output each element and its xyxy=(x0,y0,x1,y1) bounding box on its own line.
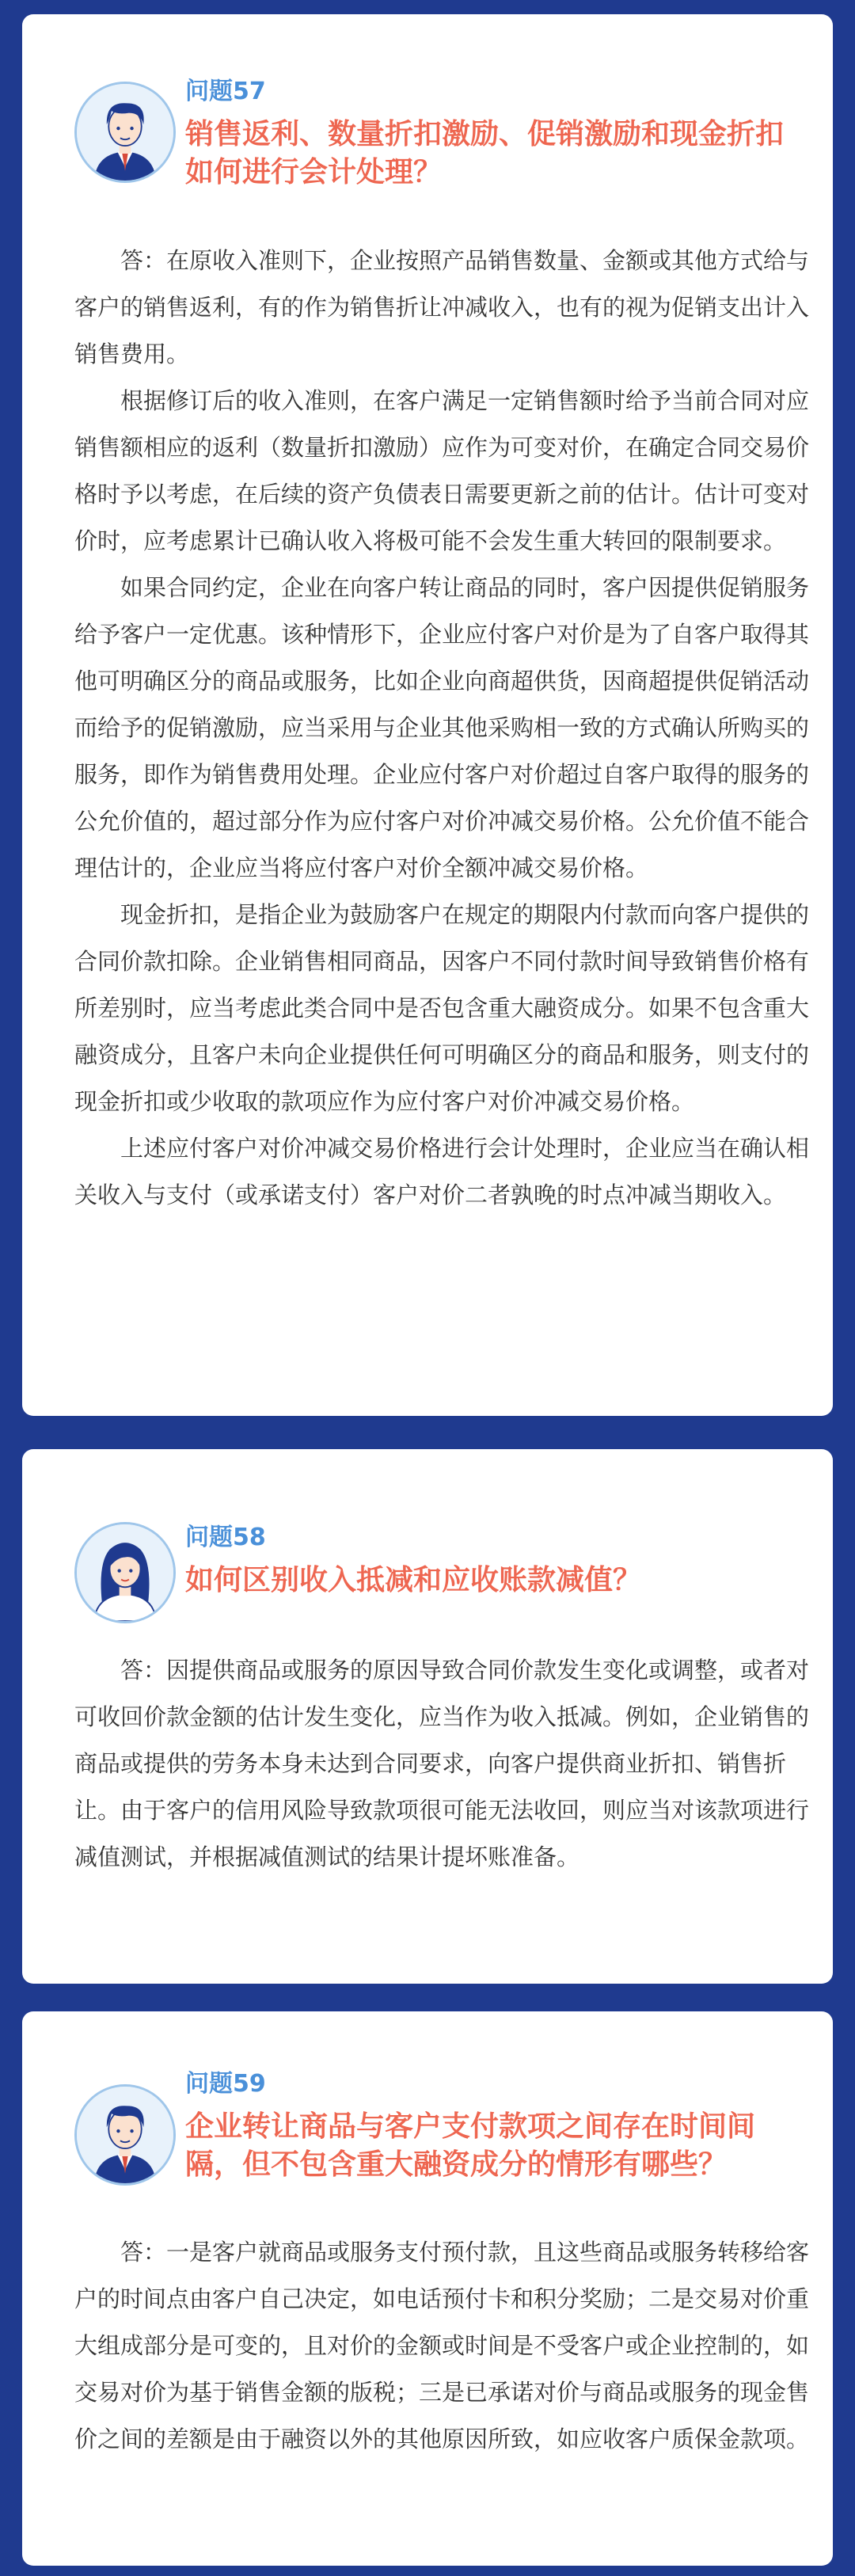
answer-paragraph: 答：一是客户就商品或服务支付预付款，且这些商品或服务转移给客户的时间点由客户自己决定，如电话预付卡和积分奖励；二是交易对价重大组成部分是可变的，且对价的金额或时间是不受客户或企业控制的，如交易对价为基于销售金额的版税；三是已承诺对价与商品或服务的现金售价之间的差额是由于融资以外的其他原因所致，如应收客户质保金款项。 xyxy=(74,2239,810,2452)
qa-card-59 xyxy=(22,2011,833,2566)
male-avatar-icon xyxy=(74,82,176,183)
answer-paragraph: 答：在原收入准则下，企业按照产品销售数量、金额或其他方式给与客户的销售返利，有的作为销售折让冲减收入，也有的视为促销支出计入销售费用。 xyxy=(74,247,810,367)
answer-body xyxy=(74,1647,811,1881)
question-number: 问题57 xyxy=(185,78,266,105)
question-title: 销售返利、数量折扣激励、促销激励和现金折扣如何进行会计处理？ xyxy=(185,118,785,188)
answer-paragraph: 根据修订后的收入准则，在客户满足一定销售额时给予当前合同对应销售额相应的返利（数量折扣激励）应作为可变对价，在确定合同交易价格时予以考虑，在后续的资产负债表日需要更新之前的估计。估计可变对价时，应考虑累计已确认收入将极可能不会发生重大转回的限制要求。 xyxy=(74,387,810,554)
question-title: 企业转让商品与客户支付款项之间存在时间间隔，但不包含重大融资成分的情形有哪些？ xyxy=(185,2110,756,2181)
answer-body xyxy=(74,2229,811,2463)
answer-paragraph: 上述应付客户对价冲减交易价格进行会计处理时，企业应当在确认相关收入与支付（或承诺支付）客户对价二者孰晚的时点冲减当期收入。 xyxy=(74,1135,810,1208)
question-title: 如何区别收入抵减和应收账款减值？ xyxy=(185,1564,642,1596)
qa-card-58 xyxy=(22,1449,833,1984)
question-number: 问题59 xyxy=(185,2070,266,2098)
answer-paragraph: 现金折扣，是指企业为鼓励客户在规定的期限内付款而向客户提供的合同价款扣除。企业销售相同商品，因客户不同付款时间导致销售价格有所差别时，应当考虑此类合同中是否包含重大融资成分。如果不包含重大融资成分，且客户未向企业提供任何可明确区分的商品和服务，则支付的现金折扣或少收取的款项应作为应付客户对价冲减交易价格。 xyxy=(74,901,810,1115)
answer-body xyxy=(74,238,811,1219)
female-avatar-icon xyxy=(74,1522,176,1623)
answer-paragraph: 如果合同约定，企业在向客户转让商品的同时，客户因提供促销服务给予客户一定优惠。该种情形下，企业应付客户对价是为了自客户取得其他可明确区分的商品或服务，比如企业向商超供货，因商超提供促销活动而给予的促销激励，应当采用与企业其他采购相一致的方式确认所购买的服务，即作为销售费用处理。企业应付客户对价超过自客户取得的服务的公允价值的，超过部分作为应付客户对价冲减交易价格。公允价值不能合理估计的，企业应当将应付客户对价全额冲减交易价格。 xyxy=(74,574,810,881)
answer-paragraph: 答：因提供商品或服务的原因导致合同价款发生变化或调整，或者对可收回价款金额的估计发生变化，应当作为收入抵减。例如，企业销售的商品或提供的劳务本身未达到合同要求，向客户提供商业折扣、销售折让。由于客户的信用风险导致款项很可能无法收回，则应当对该款项进行减值测试，并根据减值测试的结果计提坏账准备。 xyxy=(74,1657,810,1870)
male-avatar-icon xyxy=(74,2084,176,2186)
question-number: 问题58 xyxy=(185,1524,266,1551)
qa-card-57 xyxy=(22,14,833,1416)
